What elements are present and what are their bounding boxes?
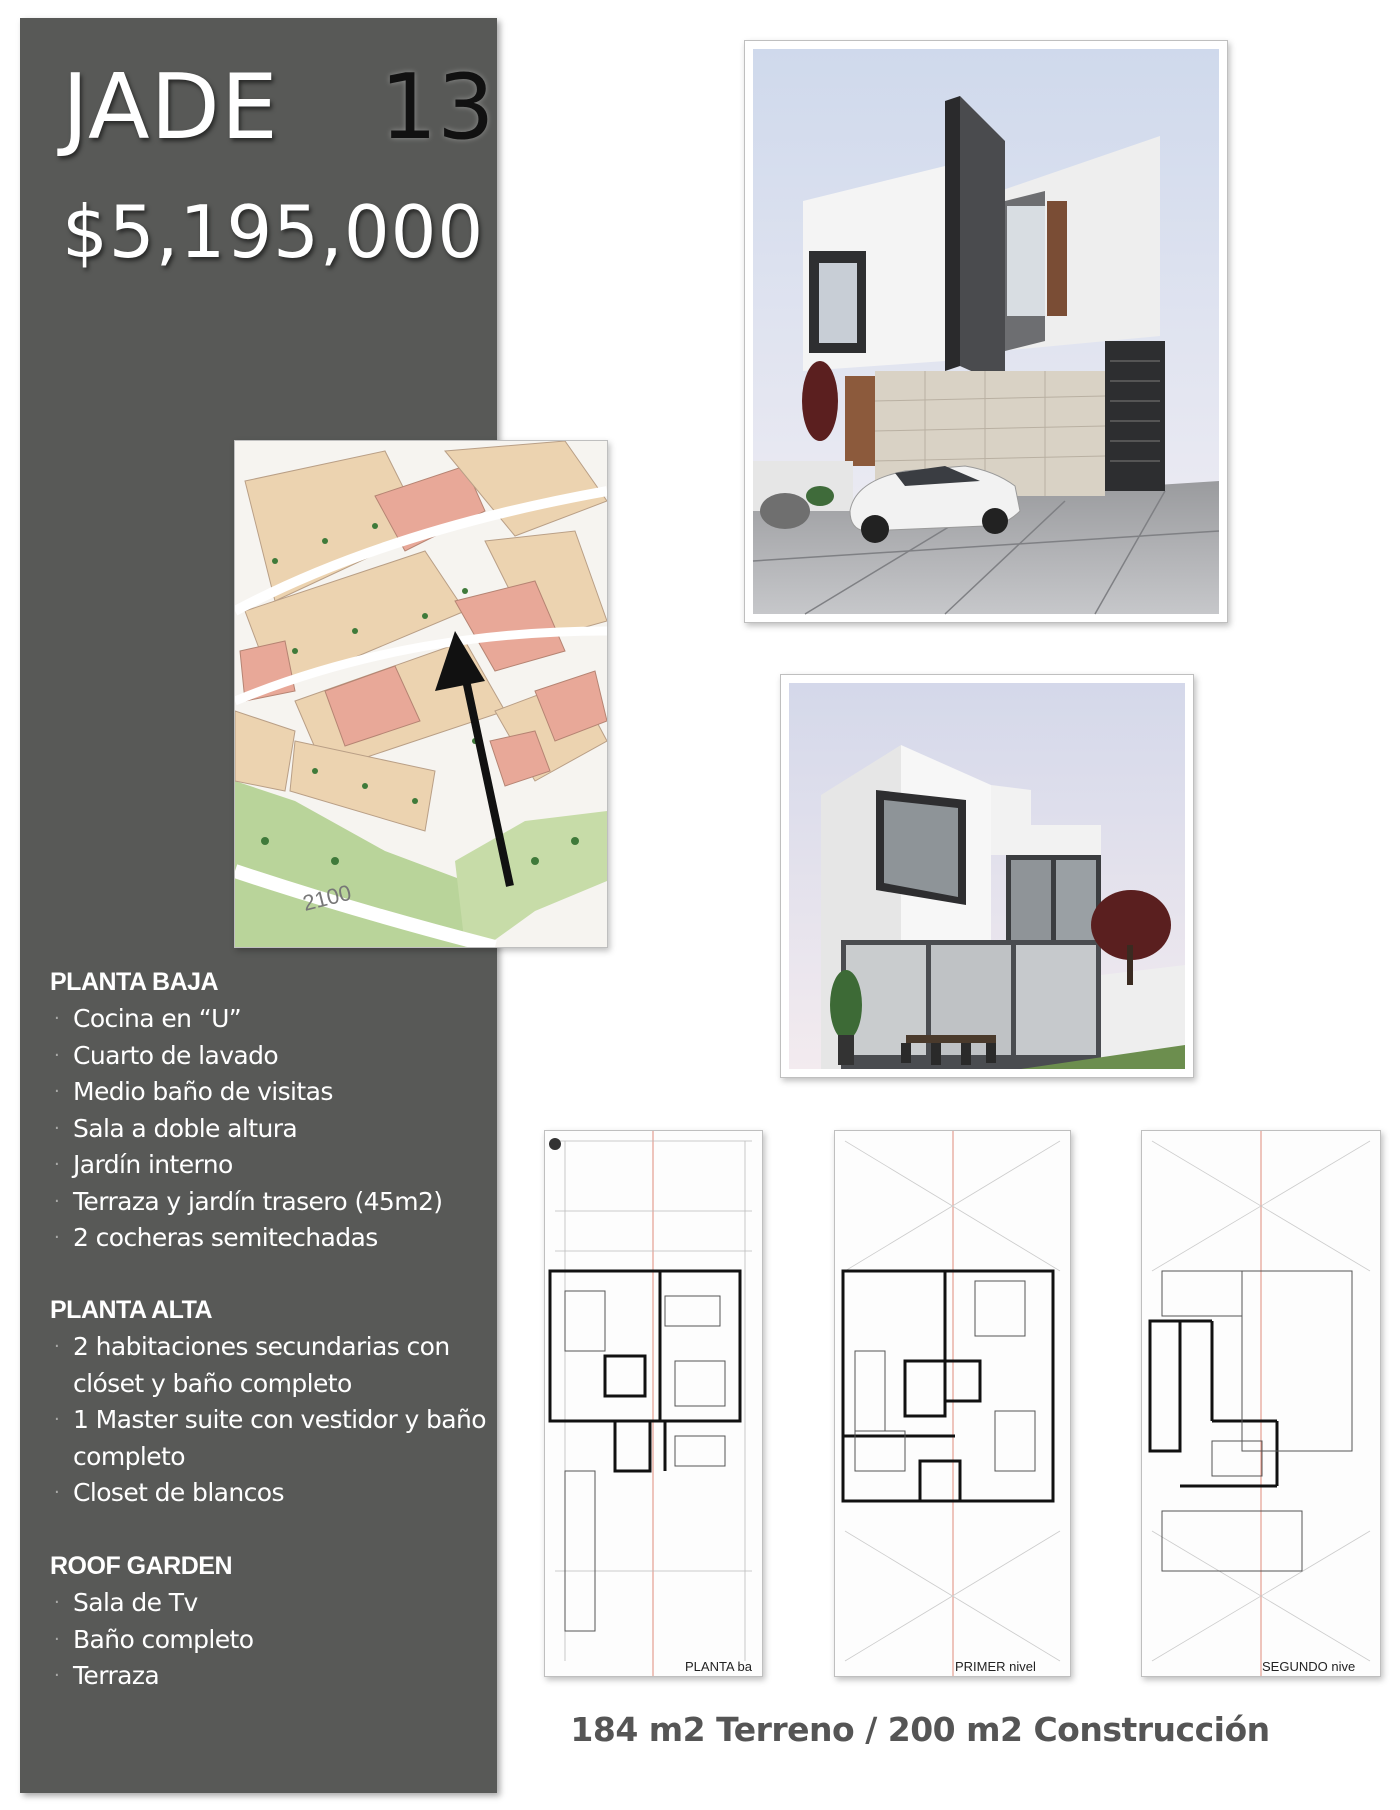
facade-front-render: [744, 40, 1228, 623]
map-street-label: 2100: [300, 879, 354, 916]
planta-baja-list: [50, 1001, 490, 1257]
section-title-planta-baja: PLANTA BAJA: [50, 968, 219, 996]
floor-plan-first: [834, 1130, 1071, 1677]
section-title-planta-alta: PLANTA ALTA: [50, 1296, 213, 1324]
list-item: · Closet de blancos: [54, 1478, 284, 1507]
facade-rear-render: [780, 674, 1194, 1078]
list-item: · Cocina en “U”: [54, 1004, 242, 1033]
lot-number: 13: [380, 55, 495, 160]
property-title: JADE: [62, 55, 279, 160]
planta-alta-list: [50, 1329, 495, 1512]
list-item: · Terraza y jardín trasero (45m2): [54, 1186, 443, 1216]
plan-label-first: PRIMER nivel: [955, 1659, 1036, 1674]
floor-plan-second: [1141, 1130, 1381, 1677]
area-summary: 184 m2 Terreno / 200 m2 Construcción: [570, 1710, 1270, 1749]
location-map: [234, 440, 608, 948]
list-item: · Jardín interno: [54, 1150, 233, 1179]
list-item: · Baño completo: [54, 1624, 254, 1654]
section-title-roof-garden: ROOF GARDEN: [50, 1552, 232, 1580]
floor-plan-ground: [544, 1130, 763, 1677]
list-item: · Sala a doble altura: [54, 1113, 298, 1143]
list-item: · Medio baño de visitas: [54, 1077, 333, 1106]
list-item: · 2 habitaciones secundarias con clóset y baño completo: [54, 1332, 450, 1398]
list-item: · 1 Master suite con vestidor y baño completo: [54, 1405, 486, 1471]
list-item: · Terraza: [54, 1661, 160, 1690]
list-item: · 2 cocheras semitechadas: [54, 1223, 378, 1252]
list-item: · Cuarto de lavado: [54, 1040, 279, 1070]
roof-garden-list: [50, 1585, 490, 1695]
list-item: · Sala de Tv: [54, 1588, 198, 1617]
plan-label-ground: PLANTA ba: [685, 1659, 752, 1674]
plan-label-second: SEGUNDO nive: [1262, 1659, 1356, 1674]
property-price: $5,195,000: [62, 190, 485, 274]
